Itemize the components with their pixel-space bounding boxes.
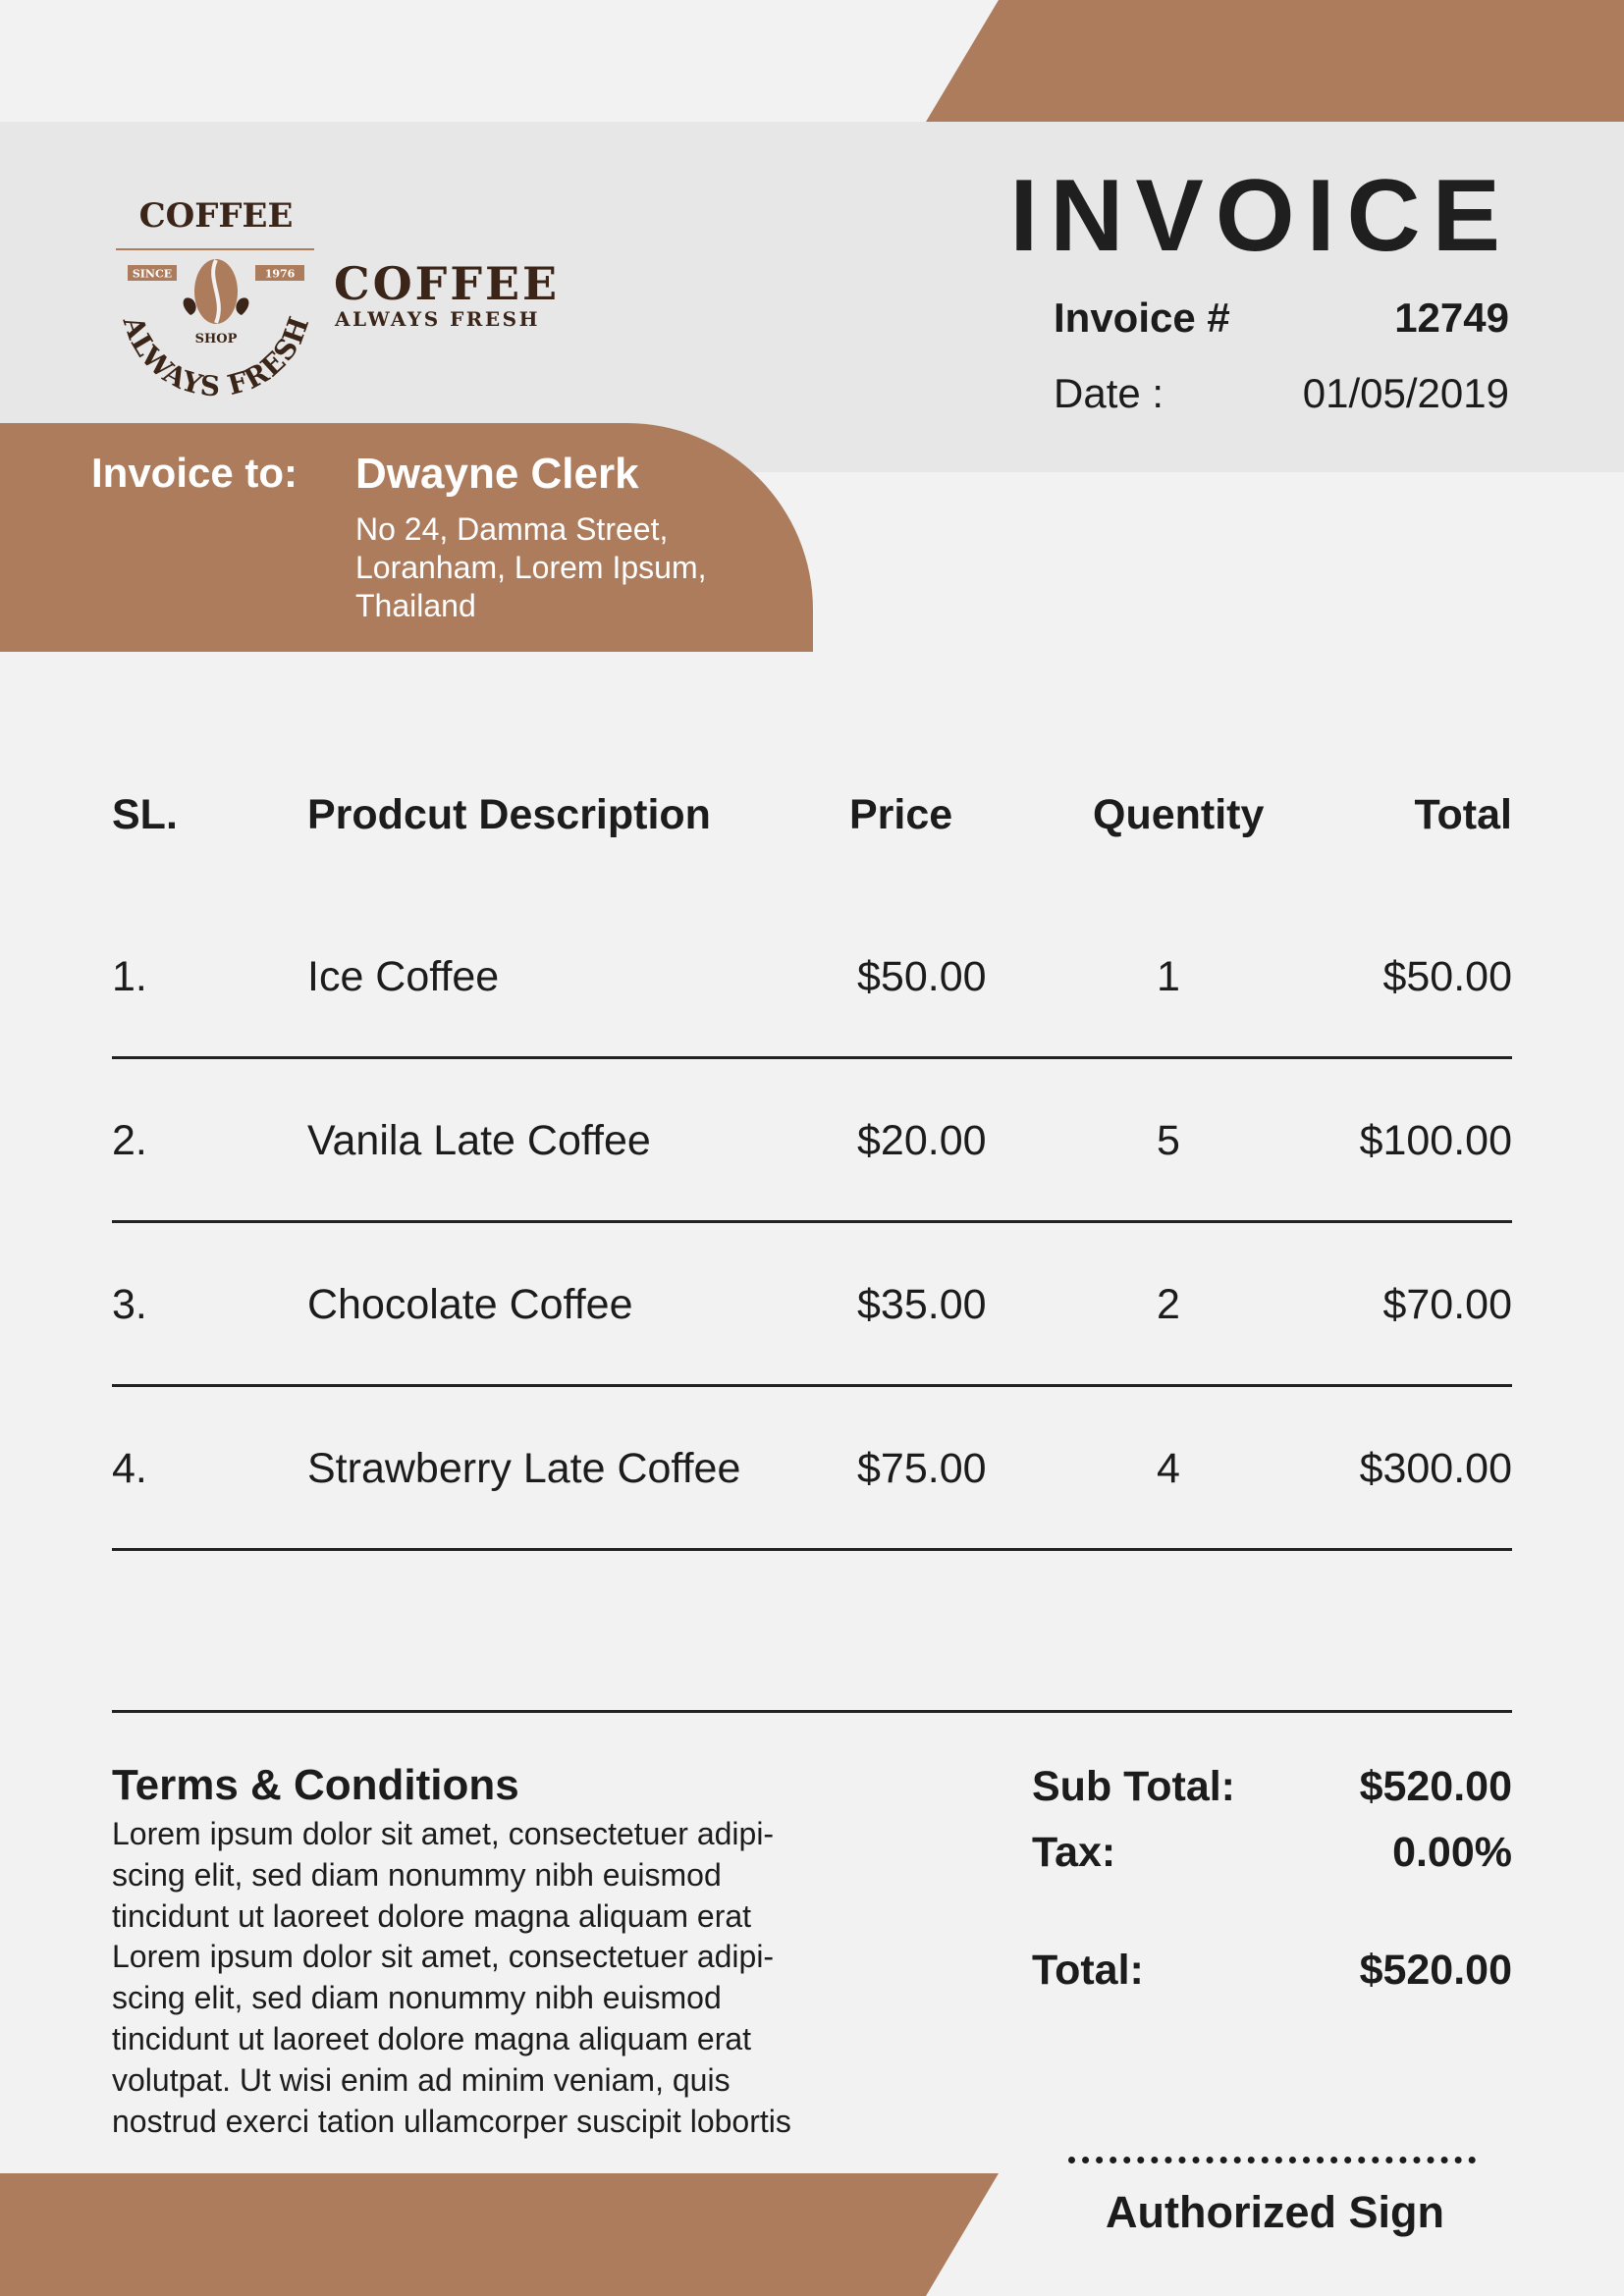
column-header-sl: SL.: [112, 791, 178, 838]
terms-title: Terms & Conditions: [112, 1761, 519, 1809]
row-total: $300.00: [1359, 1445, 1512, 1492]
terms-line: tincidunt ut laoreet dolore magna aliquam erat: [112, 2020, 752, 2056]
client-address-line: Loranham, Lorem Ipsum,: [355, 550, 707, 585]
row-price: $20.00: [857, 1117, 987, 1164]
row-sl: 2.: [112, 1117, 147, 1164]
table-row: [112, 1387, 1512, 1551]
column-header-total: Total: [1414, 791, 1512, 838]
row-price: $35.00: [857, 1281, 987, 1328]
row-total: $100.00: [1359, 1117, 1512, 1164]
signature-line: [1068, 2157, 1476, 2163]
table-row: [112, 895, 1512, 1059]
client-name: Dwayne Clerk: [355, 450, 639, 498]
row-quantity: 5: [1157, 1117, 1180, 1164]
subtotal-value: $520.00: [1359, 1763, 1512, 1810]
terms-body: [112, 1814, 839, 2142]
row-sl: 1.: [112, 953, 147, 1000]
tax-value: 0.00%: [1392, 1829, 1512, 1876]
column-header-price: Price: [849, 791, 953, 838]
terms-line: scing elit, sed diam nonummy nibh euismod: [112, 1980, 722, 2016]
date-label: Date :: [1054, 370, 1164, 416]
badge-year-text: 1976: [264, 267, 296, 281]
badge-top-text: COFFEE: [138, 196, 294, 236]
logo-tagline: ALWAYS FRESH: [335, 307, 541, 331]
terms-line: tincidunt ut laoreet dolore magna aliquam erat: [112, 1897, 752, 1934]
invoice-date: 01/05/2019: [1302, 370, 1509, 416]
invoice-number: 12749: [1394, 294, 1509, 341]
row-price: $75.00: [857, 1445, 987, 1492]
column-header-quantity: Quentity: [1093, 791, 1265, 838]
badge-arc-text: ALWAYS FRESH: [116, 311, 316, 403]
row-divider: [112, 1548, 1512, 1551]
total-value: $520.00: [1359, 1947, 1512, 1994]
top-accent-shape: [0, 0, 1624, 122]
terms-line: nostrud exerci tation ullamcorper suscipit lobortis: [112, 2103, 791, 2139]
badge-since-text: SINCE: [132, 267, 173, 281]
terms-line: Lorem ipsum dolor sit amet, consectetuer adipi-: [112, 1939, 775, 1975]
signature-label: Authorized Sign: [1106, 2187, 1444, 2237]
row-description: Chocolate Coffee: [307, 1281, 633, 1328]
terms-line: volutpat. Ut wisi enim ad minim veniam, quis: [112, 2061, 731, 2098]
row-total: $70.00: [1382, 1281, 1512, 1328]
bill-to-label: Invoice to:: [91, 450, 298, 496]
invoice-number-label: Invoice #: [1054, 294, 1230, 341]
row-description: Vanila Late Coffee: [307, 1117, 651, 1164]
subtotal-label: Sub Total:: [1032, 1763, 1236, 1810]
row-description: Ice Coffee: [307, 953, 500, 1000]
row-sl: 3.: [112, 1281, 147, 1328]
table-row: [112, 1223, 1512, 1387]
summary-divider: [112, 1710, 1512, 1713]
row-total: $50.00: [1382, 953, 1512, 1000]
total-label: Total:: [1032, 1947, 1144, 1994]
column-header-description: Prodcut Description: [307, 791, 711, 838]
tax-label: Tax:: [1032, 1829, 1116, 1876]
logo-wordmark: COFFEE: [334, 257, 561, 310]
row-quantity: 4: [1157, 1445, 1180, 1492]
row-sl: 4.: [112, 1445, 147, 1492]
table-row: [112, 1059, 1512, 1223]
client-address-line: Thailand: [355, 588, 476, 623]
invoice-title: INVOICE: [1009, 159, 1512, 273]
row-description: Strawberry Late Coffee: [307, 1445, 741, 1492]
coffee-bean-icon: [184, 259, 249, 324]
row-quantity: 1: [1157, 953, 1180, 1000]
row-quantity: 2: [1157, 1281, 1180, 1328]
client-address-line: No 24, Damma Street,: [355, 511, 669, 547]
logo-badge: [108, 191, 324, 407]
badge-shop-text: SHOP: [194, 332, 238, 347]
svg-text:ALWAYS FRESH: [116, 311, 315, 402]
terms-line: scing elit, sed diam nonummy nibh euismod: [112, 1856, 722, 1893]
row-price: $50.00: [857, 953, 987, 1000]
terms-line: Lorem ipsum dolor sit amet, consectetuer adipi-: [112, 1816, 775, 1851]
